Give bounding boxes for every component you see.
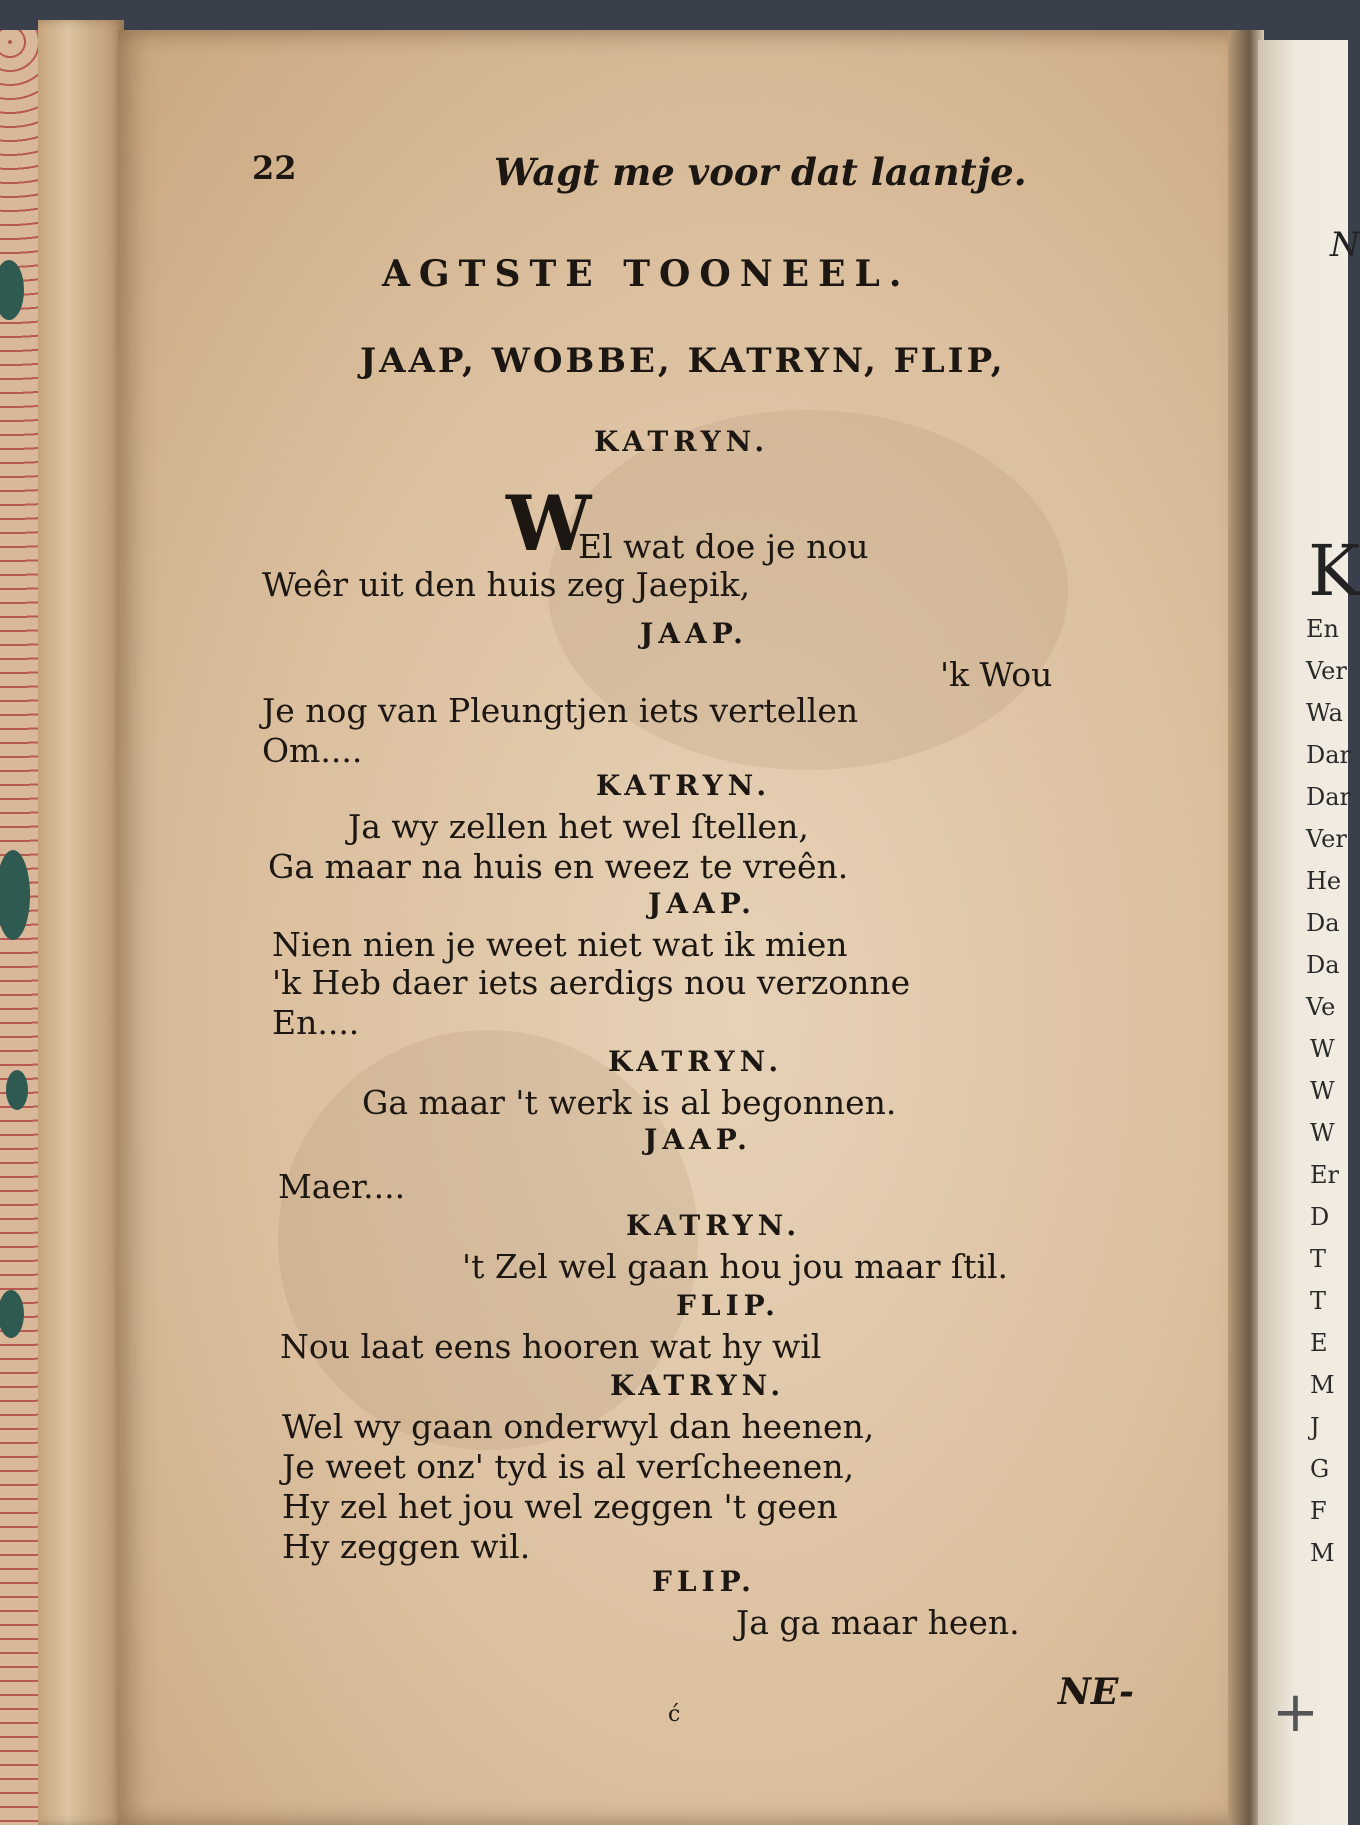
facing-page-line: M [1310,1539,1335,1567]
verse-line: Je weet onz' tyd is al verſcheenen, [282,1447,855,1486]
verse-line: Hy zel het jou wel zeggen 't geen [282,1487,838,1526]
verse-line: 't Zel wel gaan hou jou maar ſtil. [462,1247,1009,1286]
verse-line: El wat doe je nou [578,527,869,566]
book-cover [0,30,42,1825]
catchword: NE- [1058,1671,1134,1713]
facing-page-line: W [1310,1035,1335,1063]
facing-page-line: Wa [1306,699,1343,727]
speaker-name: KATRYN. [608,1045,784,1078]
facing-page-line: T [1310,1245,1327,1273]
verse-line: Nou laat eens hooren wat hy wil [280,1327,822,1366]
facing-page-line: E [1310,1329,1328,1357]
speaker-name: KATRYN. [626,1209,802,1242]
facing-page-line: W [1310,1077,1335,1105]
facing-page-line: Da [1306,909,1340,937]
facing-page-line: Ve [1306,993,1336,1021]
verse-line: Hy zeggen wil. [282,1527,531,1566]
speaker-name: KATRYN. [610,1369,786,1402]
verse-line: Wel wy gaan onderwyl dan heenen, [282,1407,875,1446]
speaker-name: JAAP. [644,1123,752,1156]
speaker-name: JAAP. [648,887,756,920]
signature-mark: ć [668,1702,681,1727]
speaker-name: FLIP. [652,1565,756,1598]
drop-cap: W [506,479,592,568]
facing-page-line: T [1310,1287,1327,1315]
verse-line: En.... [272,1003,360,1042]
facing-page [1258,40,1360,1825]
page-number: 22 [252,149,297,187]
facing-page-line: F [1310,1497,1327,1525]
verse-line: Ja wy zellen het wel ſtellen, [348,807,809,846]
verse-line: 'k Wou [940,655,1053,694]
facing-page-line: J [1310,1413,1320,1441]
verse-line: Nien nien je weet niet wat ik mien [272,925,848,964]
verse-line: Weêr uit den huis zeg Jaepik, [262,565,751,604]
facing-page-line: Dar [1306,783,1352,811]
verse-line: Ja ga maar heen. [736,1603,1020,1642]
facing-page-line: Er [1310,1161,1339,1189]
scene-title: AGTSTE TOONEEL. [382,253,911,295]
page-block-edge [38,20,124,1825]
verse-line: Om.... [262,731,363,770]
facing-page-line: Dar [1306,741,1352,769]
pen-mark: + [1272,1680,1319,1745]
verse-line: Maer.... [278,1167,406,1206]
facing-page-line: D [1310,1203,1330,1231]
verse-line: 'k Heb daer iets aerdigs nou verzonne [272,963,911,1002]
facing-page-line: W [1310,1119,1335,1147]
verse-line: Ga maar 't werk is al begonnen. [362,1083,897,1122]
facing-page-initial: K [1308,530,1360,612]
speaker-name: KATRYN. [594,425,770,458]
facing-page-header: N [1330,225,1360,265]
facing-page-line: M [1310,1371,1335,1399]
facing-page-line: G [1310,1455,1330,1483]
verse-line: Je nog van Pleungtjen iets vertellen [262,691,859,730]
speaker-name: KATRYN. [596,769,772,802]
verse-line: Ga maar na huis en weez te vreên. [268,847,849,886]
speaker-name: FLIP. [676,1289,780,1322]
running-head: Wagt me voor dat laantje. [494,150,1027,194]
facing-page-line: Ver [1306,657,1347,685]
facing-page-line: Ver [1306,825,1347,853]
facing-page-line: He [1306,867,1342,895]
cast-list: JAAP, WOBBE, KATRYN, FLIP, [360,341,1006,381]
facing-page-line: Da [1306,951,1340,979]
speaker-name: JAAP. [640,617,748,650]
facing-page-line: En [1306,615,1339,643]
